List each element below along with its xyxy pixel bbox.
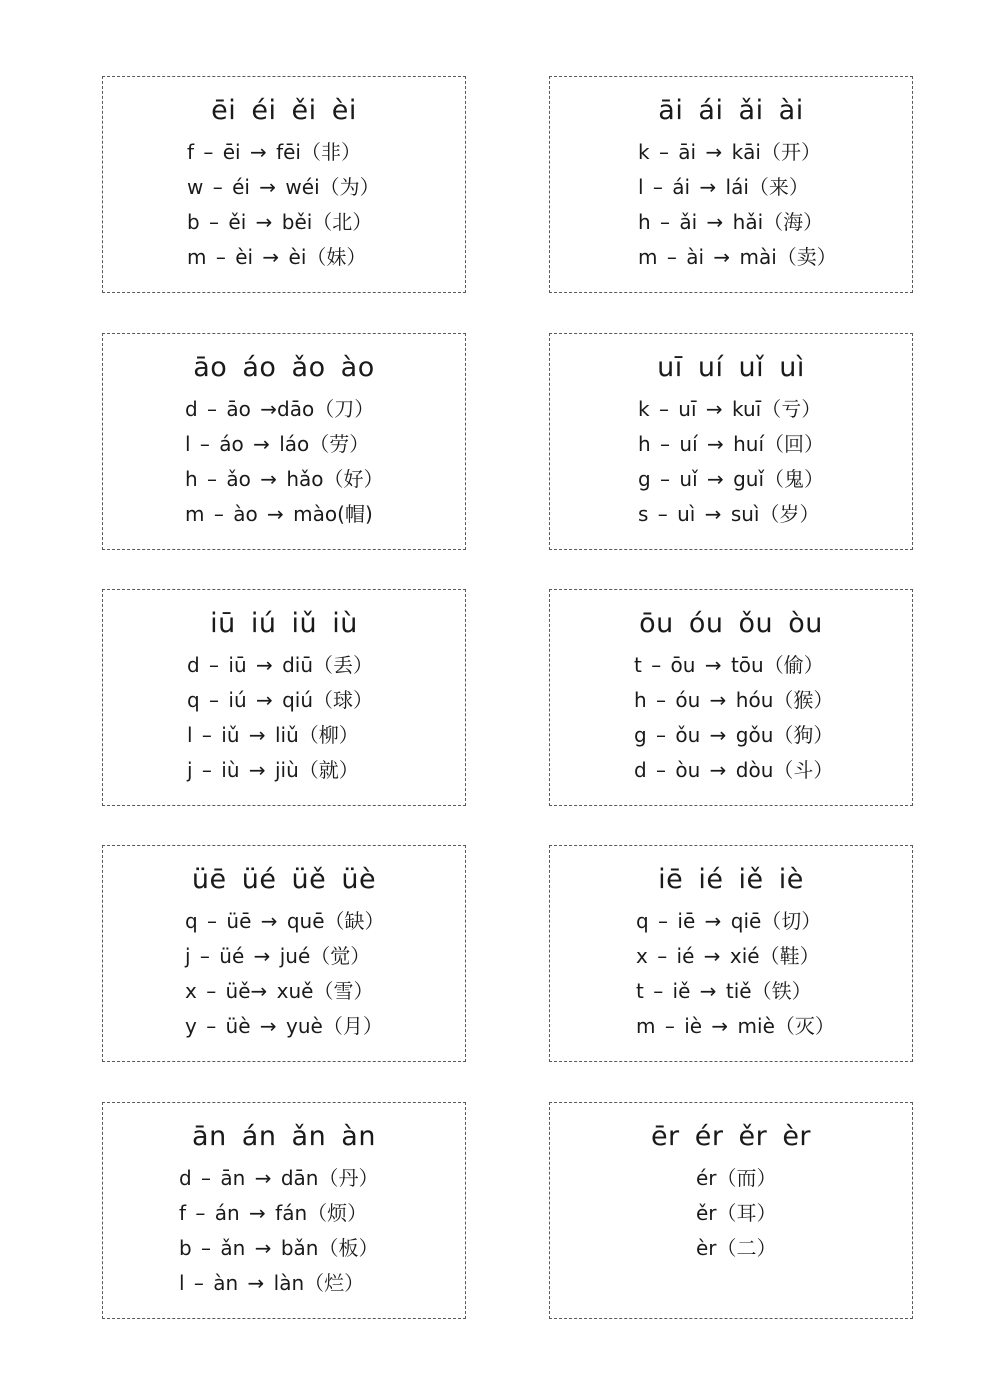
- card-title: ān án ǎn àn: [192, 1121, 376, 1152]
- card-line: y – üè → yuè（月）: [185, 1014, 383, 1038]
- card-line: g – ǒu → gǒu（狗）: [634, 723, 834, 747]
- card-title: ēi éi ěi èi: [211, 95, 357, 126]
- card-line: q – üē → quē（缺）: [185, 909, 385, 933]
- card-line: h – ǎi → hǎi（海）: [638, 210, 824, 234]
- pinyin-card-ao: [102, 333, 466, 550]
- pinyin-card-iu: [102, 589, 466, 806]
- card-line: l – iǔ → liǔ（柳）: [187, 723, 359, 747]
- card-line: x – ié → xié（鞋）: [636, 944, 820, 968]
- card-line: d – òu → dòu（斗）: [634, 758, 834, 782]
- card-lines: [103, 135, 465, 275]
- card-line: h – uí → huí（回）: [638, 432, 825, 456]
- card-line: b – ǎn → bǎn（板）: [179, 1236, 379, 1260]
- card-line: m – ài → mài（卖）: [638, 245, 837, 269]
- card-title: üē üé üě üè: [191, 864, 377, 895]
- pinyin-card-ui: [549, 333, 913, 550]
- card-line: h – ǎo → hǎo（好）: [185, 467, 384, 491]
- card-lines: [550, 1161, 912, 1266]
- card-line: ěr（耳）: [696, 1201, 777, 1225]
- card-line: m – ào → mào(帽): [185, 502, 373, 526]
- card-title: ōu óu ǒu òu: [639, 608, 823, 639]
- card-line: j – üé → jué（觉）: [185, 944, 371, 968]
- card-lines: [103, 392, 465, 532]
- pinyin-card-ai: [549, 76, 913, 293]
- card-line: ér（而）: [696, 1166, 777, 1190]
- card-line: b – ěi → běi（北）: [187, 210, 373, 234]
- card-line: f – ēi → fēi（非）: [187, 140, 361, 164]
- card-line: d – āo →dāo（刀）: [185, 397, 375, 421]
- card-line: t – iě → tiě（铁）: [636, 979, 812, 1003]
- card-line: d – ān → dān（丹）: [179, 1166, 379, 1190]
- card-lines: [550, 135, 912, 275]
- card-line: g – uǐ → guǐ（鬼）: [638, 467, 825, 491]
- card-line: m – iè → miè（灭）: [636, 1014, 835, 1038]
- card-line: k – uī → kuī（亏）: [638, 397, 822, 421]
- card-title: uī uí uǐ uì: [657, 352, 805, 383]
- card-title: āi ái ǎi ài: [658, 95, 804, 126]
- card-lines: [550, 904, 912, 1044]
- card-line: k – āi → kāi（开）: [638, 140, 821, 164]
- card-line: s – uì → suì（岁）: [638, 502, 820, 526]
- card-line: l – ái → lái（来）: [638, 175, 809, 199]
- card-line: x – üě→ xuě（雪）: [185, 979, 374, 1003]
- card-title: āo áo ǎo ào: [193, 352, 375, 383]
- pinyin-card-ue: [102, 845, 466, 1062]
- pinyin-card-ei: [102, 76, 466, 293]
- pinyin-card-ie: [549, 845, 913, 1062]
- card-title: iē ié iě iè: [658, 864, 804, 895]
- card-line: q – iē → qiē（切）: [636, 909, 822, 933]
- card-lines: [103, 648, 465, 788]
- pinyin-card-ou: [549, 589, 913, 806]
- card-line: j – iù → jiù（就）: [187, 758, 359, 782]
- card-line: h – óu → hóu（猴）: [634, 688, 834, 712]
- card-lines: [550, 648, 912, 788]
- card-line: q – iú → qiú（球）: [187, 688, 374, 712]
- card-line: l – áo → láo（劳）: [185, 432, 370, 456]
- card-lines: [103, 904, 465, 1044]
- card-lines: [550, 392, 912, 532]
- card-title: ēr ér ěr èr: [650, 1121, 812, 1152]
- card-line: èr（二）: [696, 1236, 777, 1260]
- card-line: m – èi → èi（妹）: [187, 245, 367, 269]
- card-title: iū iú iǔ iù: [210, 608, 358, 639]
- card-line: l – àn → làn（烂）: [179, 1271, 365, 1295]
- card-line: t – ōu → tōu（偷）: [634, 653, 824, 677]
- card-lines: [103, 1161, 465, 1301]
- pinyin-card-an: [102, 1102, 466, 1319]
- card-line: w – éi → wéi（为）: [187, 175, 380, 199]
- card-line: d – iū → diū（丢）: [187, 653, 374, 677]
- pinyin-card-er: [549, 1102, 913, 1319]
- card-line: f – án → fán（烦）: [179, 1201, 368, 1225]
